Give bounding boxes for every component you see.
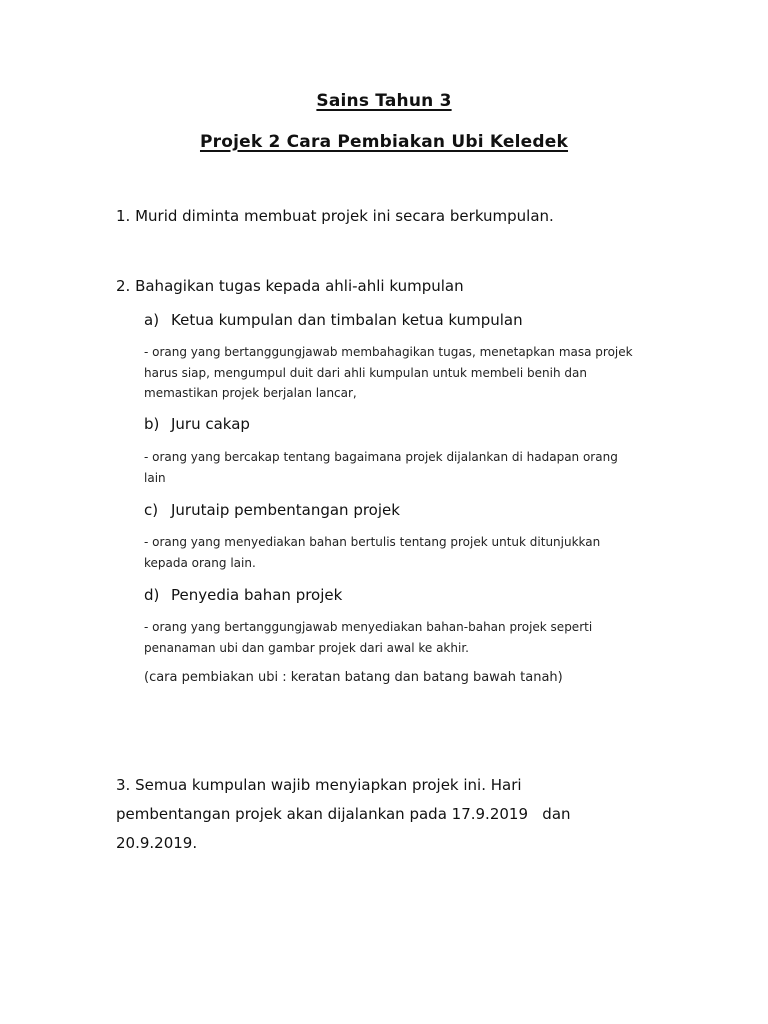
role-c-desc-line: kepada orang lain. [144, 555, 256, 570]
role-c-desc-line: - orang yang menyediakan bahan bertulis tentang projek untuk ditunjukkan [144, 535, 601, 549]
role-b-desc-line: - orang yang bercakap tentang bagaimana projek dijalankan di hadapan orang [144, 450, 618, 464]
role-d-heading [144, 583, 342, 607]
point-3-line: pembentangan projek akan dijalankan pada 17.9.2019 dan [116, 805, 571, 823]
role-c-letter: c) [144, 501, 159, 519]
role-a-name: Ketua kumpulan dan timbalan ketua kumpulan [171, 311, 523, 329]
role-d-description [144, 617, 664, 658]
role-d-letter: d) [144, 586, 160, 604]
point-3-line: 20.9.2019. [116, 834, 198, 852]
role-a-letter: a) [144, 311, 160, 329]
role-d-desc-line: - orang yang bertanggungjawab menyediakan bahan-bahan projek seperti [144, 620, 593, 634]
role-b-desc-line: lain [144, 470, 166, 485]
document-subtitle: Projek 2 Cara Pembiakan Ubi Keledek [199, 132, 569, 152]
point-3-line: 3. Semua kumpulan wajib menyiapkan projek ini. Hari [116, 776, 522, 794]
role-a-heading [144, 308, 523, 332]
role-a-desc-line: memastikan projek berjalan lancar, [144, 386, 357, 400]
role-a-description [144, 342, 664, 404]
role-b-description [144, 447, 664, 488]
point-3 [116, 771, 656, 858]
role-b-letter: b) [144, 415, 160, 433]
point-2: 2. Bahagikan tugas kepada ahli-ahli kumpulan [116, 277, 464, 295]
role-a-desc-line: harus siap, mengumpul duit dari ahli kumpulan untuk membeli benih dan [144, 365, 587, 380]
role-a-desc-line: - orang yang bertanggungjawab membahagikan tugas, menetapkan masa projek [144, 345, 633, 359]
role-b-name: Juru cakap [171, 415, 250, 433]
role-d-name: Penyedia bahan projek [171, 586, 343, 604]
document-title: Sains Tahun 3 [316, 91, 452, 111]
role-c-heading [144, 498, 400, 522]
role-c-description [144, 532, 664, 573]
point-1: 1. Murid diminta membuat projek ini secara berkumpulan. [116, 207, 554, 225]
role-b-heading [144, 412, 250, 436]
role-c-name: Jurutaip pembentangan projek [171, 501, 400, 519]
propagation-note: (cara pembiakan ubi : keratan batang dan batang bawah tanah) [144, 670, 563, 685]
role-d-desc-line: penanaman ubi dan gambar projek dari awal ke akhir. [144, 640, 469, 655]
